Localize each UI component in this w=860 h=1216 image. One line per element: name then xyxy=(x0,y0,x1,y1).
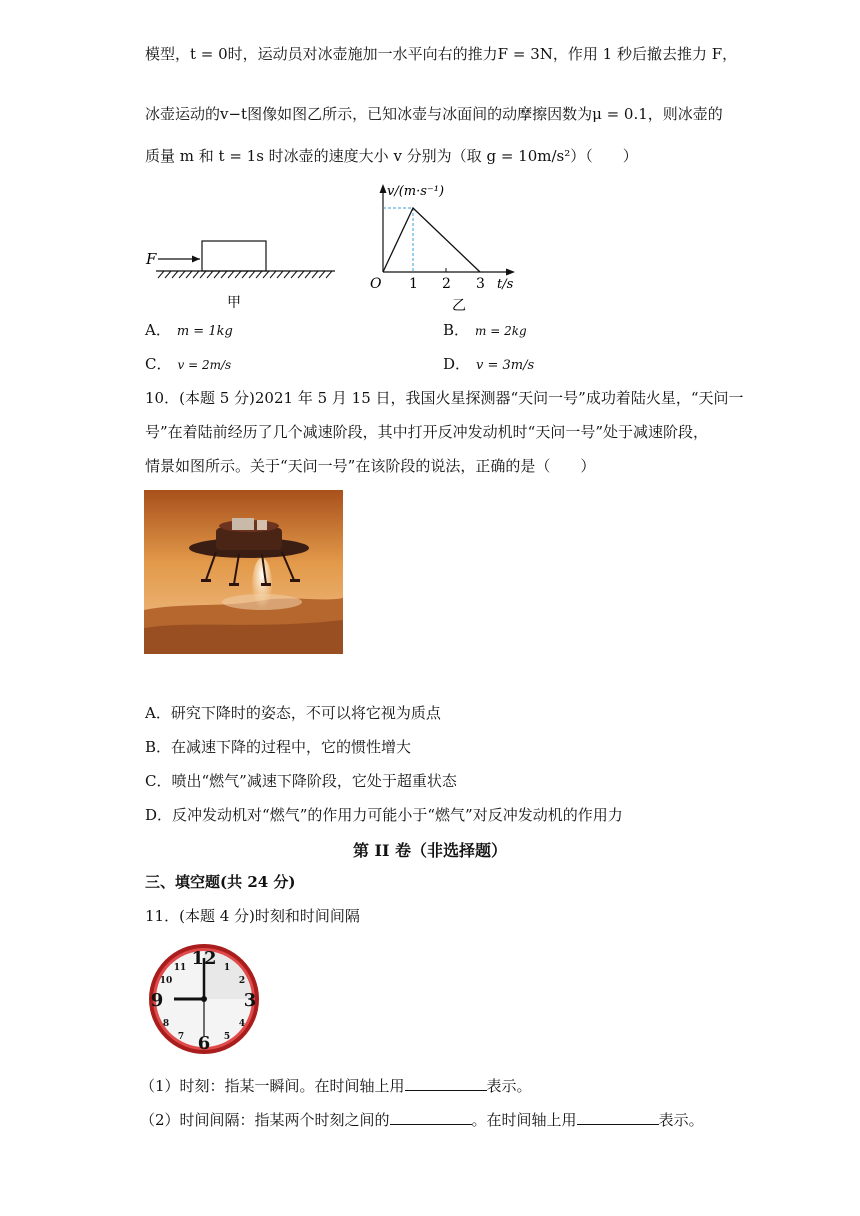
option-letter: A． xyxy=(145,321,171,339)
answer-blank-1[interactable] xyxy=(405,1076,487,1091)
q9-option-b[interactable] xyxy=(443,320,527,341)
clock-number-6: 6 xyxy=(197,1033,211,1054)
tick-label-2: 2 xyxy=(442,276,451,292)
q10-line-2: 号”在着陆前经历了几个减速阶段，其中打开反冲发动机时“天问一号”处于减速阶段， xyxy=(145,423,709,441)
section-title: 第 II 卷（非选择题） xyxy=(352,841,508,860)
answer-blank-2[interactable] xyxy=(390,1110,472,1125)
option-text: m = 1kg xyxy=(176,324,233,339)
q10-line-3: 情景如图所示。关于“天问一号”在该阶段的说法，正确的是（ ） xyxy=(145,457,596,475)
figure-yi-vt-graph xyxy=(365,180,525,315)
figure-jia xyxy=(140,232,345,312)
clock-number-12: 12 xyxy=(191,948,217,969)
option-letter: B． xyxy=(443,321,470,339)
q11-title: 11．(本题 4 分)时刻和时间间隔 xyxy=(145,907,360,925)
clock-number-3: 3 xyxy=(243,990,257,1011)
option-text: v = 3m/s xyxy=(476,358,535,373)
q10-option-c[interactable]: C．喷出“燃气”减速下降阶段，它处于超重状态 xyxy=(145,772,457,790)
mars-lander-photo xyxy=(144,490,343,654)
q9-line-3: 质量 m 和 t = 1s 时冰壶的速度大小 v 分别为（取 g = 10m/s²）（ ） xyxy=(145,147,638,165)
option-letter: C． xyxy=(145,355,172,373)
tick-label-1: 1 xyxy=(409,276,418,292)
clock-image xyxy=(144,940,264,1058)
q11-sub2-text-b: 。在时间轴上用 xyxy=(471,1111,577,1129)
q9-line-2: 冰壶运动的v−t图像如图乙所示，已知冰壶与冰面间的动摩擦因数为μ = 0.1，则冰壶的 xyxy=(145,105,723,123)
answer-blank-3[interactable] xyxy=(577,1110,659,1125)
force-label: F xyxy=(146,250,157,268)
curling-block xyxy=(202,241,266,271)
tick-label-3: 3 xyxy=(476,276,485,292)
q9-option-a[interactable] xyxy=(145,320,233,342)
part-heading: 三、填空题(共 24 分) xyxy=(145,873,296,891)
q9-option-d[interactable] xyxy=(443,354,534,376)
origin-label: O xyxy=(370,276,382,292)
q9-option-c[interactable] xyxy=(145,354,231,375)
y-axis-label: v/(m·s⁻¹) xyxy=(387,184,445,199)
q10-line-1: 10．(本题 5 分)2021 年 5 月 15 日，我国火星探测器“天问一号”成功着陆火星，“天问一 xyxy=(145,389,744,407)
clock-number-7: 7 xyxy=(177,1032,185,1042)
q10-option-a[interactable]: A．研究下降时的姿态，不可以将它视为质点 xyxy=(145,704,441,722)
q11-sub2-text-c: 表示。 xyxy=(658,1111,704,1129)
option-text: v = 2m/s xyxy=(177,358,232,372)
clock-number-11: 11 xyxy=(173,963,187,973)
clock-number-8: 8 xyxy=(162,1019,170,1029)
q9-line-1: 模型，t = 0时，运动员对冰壶施加一水平向右的推力F = 3N，作用 1 秒后撤去推力 F， xyxy=(145,45,738,63)
option-text: m = 2kg xyxy=(475,324,527,338)
q11-sub2 xyxy=(140,1110,704,1130)
clock-number-2: 2 xyxy=(238,976,246,986)
q11-sub1-text-b: 表示。 xyxy=(486,1077,532,1095)
option-letter: D． xyxy=(443,355,471,373)
figure-jia-caption: 甲 xyxy=(227,295,241,311)
q10-option-b[interactable]: B．在减速下降的过程中，它的惯性增大 xyxy=(145,738,412,756)
q11-sub1 xyxy=(140,1076,532,1096)
x-axis-label: t/s xyxy=(497,277,514,292)
clock-number-5: 5 xyxy=(223,1032,231,1042)
velocity-curve xyxy=(383,208,480,272)
q11-sub1-text-a: （1）时刻：指某一瞬间。在时间轴上用 xyxy=(140,1077,405,1095)
clock-number-10: 10 xyxy=(159,976,173,986)
clock-number-1: 1 xyxy=(223,963,231,973)
figure-yi-caption: 乙 xyxy=(452,298,466,314)
q10-option-d[interactable]: D．反冲发动机对“燃气”的作用力可能小于“燃气”对反冲发动机的作用力 xyxy=(145,806,623,824)
q11-sub2-text-a: （2）时间间隔：指某两个时刻之间的 xyxy=(140,1111,390,1129)
clock-number-9: 9 xyxy=(150,990,164,1011)
clock-number-4: 4 xyxy=(238,1019,246,1029)
